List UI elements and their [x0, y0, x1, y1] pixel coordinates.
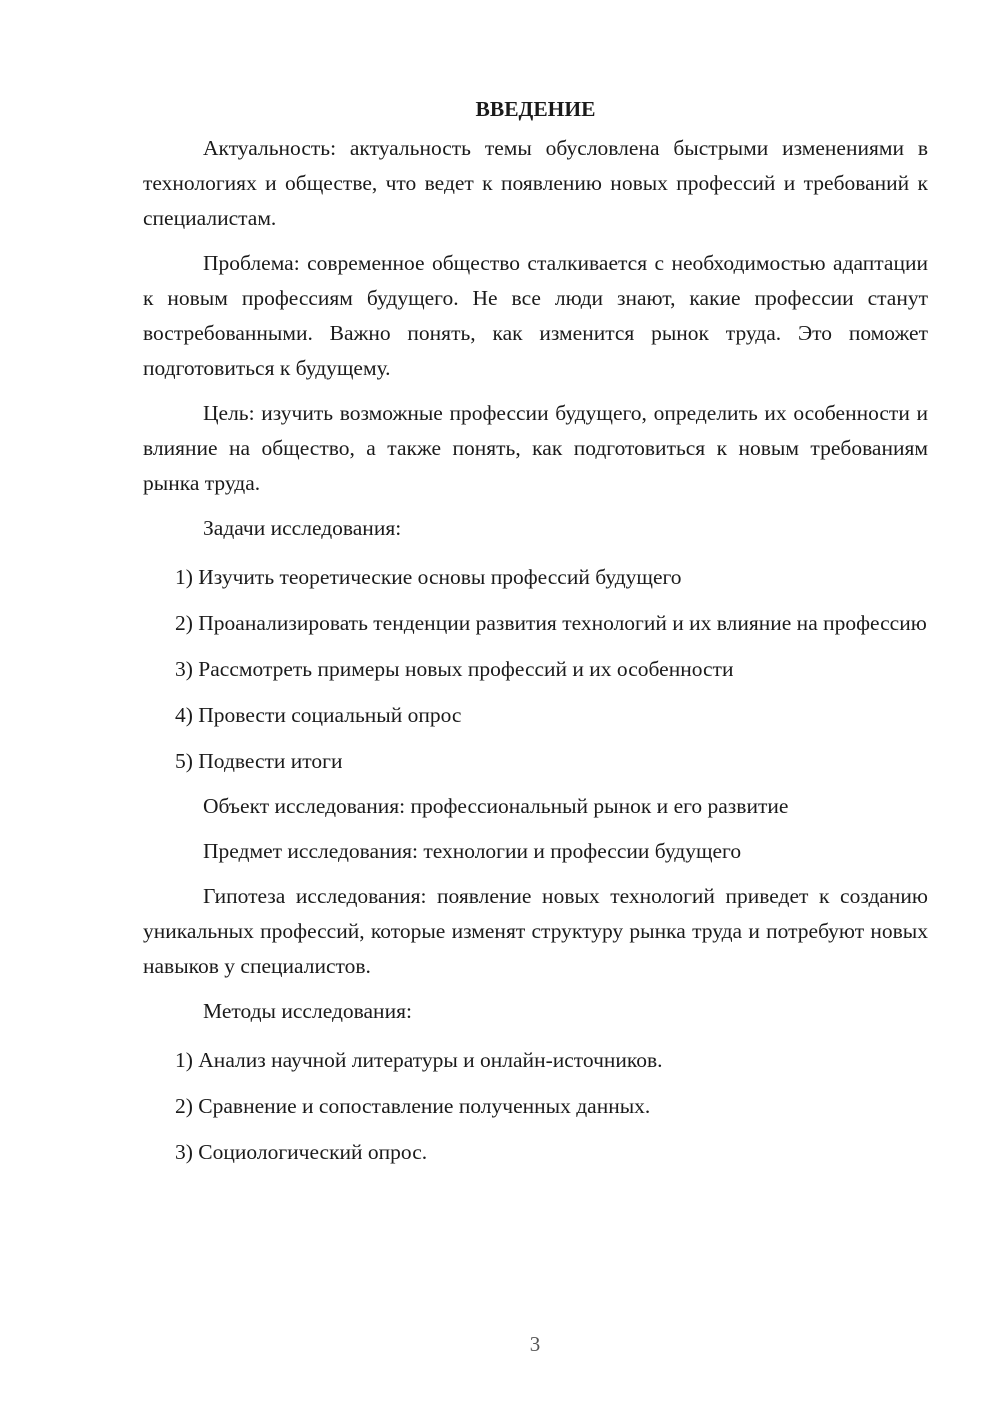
- page-number: 3: [529, 1332, 541, 1356]
- tasks-title: Задачи исследования:: [203, 516, 402, 540]
- goal-paragraph: Цель: изучить возможные профессии будущего, определить их особенности и влияние на общество, а также понять, как подготовиться к новым требованиям рынка труда.: [143, 401, 928, 495]
- document-page: [143, 92, 928, 1170]
- methods-title: Методы исследования:: [203, 999, 412, 1023]
- task-item-4: 4) Провести социальный опрос: [175, 703, 462, 727]
- task-item-1: 1) Изучить теоретические основы профессий будущего: [175, 565, 682, 589]
- subject-paragraph: Предмет исследования: технологии и профессии будущего: [203, 839, 742, 863]
- problem-paragraph: Проблема: современное общество сталкивается с необходимостью адаптации к новым профессиям будущего. Не все люди знают, какие профессии станут востребованными. Важно понять, как изменится рынок труда. Это поможет подготовиться к будущему.: [143, 251, 928, 380]
- task-item-2: 2) Проанализировать тенденции развития технологий и их влияние на профессию: [175, 611, 927, 635]
- method-item-2: 2) Сравнение и сопоставление полученных данных.: [175, 1094, 651, 1118]
- method-item-1: 1) Анализ научной литературы и онлайн-источников.: [175, 1048, 663, 1072]
- relevance-paragraph: Актуальность: актуальность темы обусловлена быстрыми изменениями в технологиях и обществе, что ведет к появлению новых профессий и требований к специалистам.: [143, 136, 928, 230]
- hypothesis-paragraph: Гипотеза исследования: появление новых технологий приведет к созданию уникальных профессий, которые изменят структуру рынка труда и потребуют новых навыков у специалистов.: [143, 884, 928, 978]
- task-item-3: 3) Рассмотреть примеры новых профессий и их особенности: [175, 657, 734, 681]
- object-paragraph: Объект исследования: профессиональный рынок и его развитие: [203, 794, 789, 818]
- method-item-3: 3) Социологический опрос.: [175, 1140, 428, 1164]
- section-heading: ВВЕДЕНИЕ: [475, 97, 596, 121]
- task-item-5: 5) Подвести итоги: [175, 749, 343, 773]
